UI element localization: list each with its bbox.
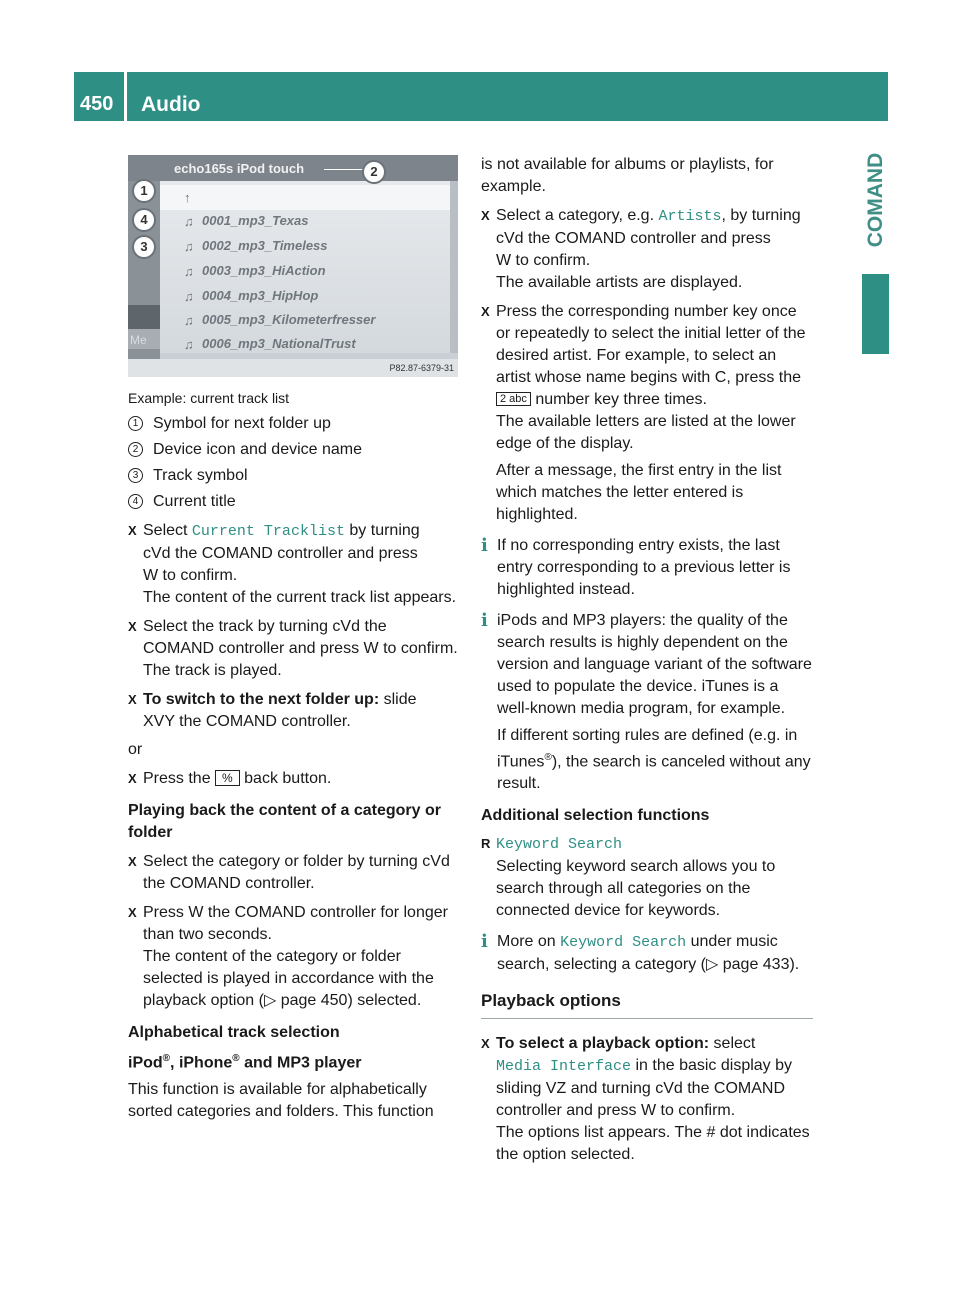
track-note-icon: ♫ — [184, 214, 194, 229]
folder-up-icon: ↑ — [184, 190, 191, 205]
figure-caption: Example: current track list — [128, 390, 290, 406]
info-icon: i — [481, 535, 488, 556]
step-press-longer: X Press W the COMAND controller for longer than two seconds. The content of the category or folder selected is played in accordance with the playback option (▷ page 450) selected. — [128, 902, 462, 1012]
list-item: ♫ 0004_mp3_HipHop — [184, 288, 319, 304]
step-select-current-tracklist: X Select Current Tracklist by turning cVd the COMAND controller and press W to confirm. The content of the current track list appears. — [128, 520, 462, 609]
info-icon: i — [481, 610, 488, 631]
track-note-icon: ♫ — [184, 313, 194, 328]
number-key-2-icon: 2 abc — [496, 392, 531, 406]
step-folder-up: X To switch to the next folder up: slide XVY the COMAND controller. — [128, 689, 462, 733]
right-column — [481, 154, 813, 1166]
figure-track-list — [160, 181, 450, 353]
back-button-icon: % — [215, 770, 240, 786]
heading-alphabetical: Alphabetical track selection — [128, 1024, 340, 1041]
track-note-icon: ♫ — [184, 289, 194, 304]
or-text: or — [128, 741, 143, 758]
figure-menu-stub: Me — [130, 333, 147, 347]
track-note-icon: ♫ — [184, 264, 194, 279]
figure-device-title: echo165s iPod touch — [174, 161, 305, 176]
legend-item: 2 Device icon and device name — [128, 439, 462, 461]
bullet-keyword-search: R Keyword Search Selecting keyword search allows you to search through all categories on the connected device for keywords. — [481, 833, 813, 922]
screenshot-figure — [128, 155, 458, 377]
step-select-track: X Select the track by turning cVd the COMAND controller and press W to confirm. The track is played. — [128, 616, 462, 682]
heading-playing-back: Playing back the content of a category or folder — [128, 802, 441, 841]
legend-item: 4 Current title — [128, 491, 462, 513]
step-select-category: X Select the category or folder by turning cVd the COMAND controller. — [128, 851, 462, 895]
callout-3: 3 — [132, 235, 156, 259]
figure-left-panel-dark — [128, 305, 160, 329]
page-number: 450 — [80, 93, 114, 115]
step-playback-option: X To select a playback option: select Media Interface in the basic display by sliding VZ and turning cVd the COMAND controller and press W to confirm. The options list appears. The # dot indicates the option selected. — [481, 1033, 813, 1166]
heading-devices: iPod®, iPhone® and MP3 player — [128, 1053, 362, 1072]
list-item: ♫ 0006_mp3_NationalTrust — [184, 336, 356, 352]
figure-scrollbar — [450, 181, 458, 353]
chapter-title: Audio — [141, 93, 201, 116]
list-item: ♫ 0005_mp3_Kilometerfresser — [184, 312, 376, 328]
header-divider — [124, 72, 127, 121]
info-no-entry: i If no corresponding entry exists, the last entry corresponding to a previous letter is highlighted instead. — [481, 535, 791, 598]
paragraph-alphabetical: This function is available for alphabetically sorted categories and folders. This function — [128, 1081, 434, 1121]
section-playback-options: Playback options — [481, 990, 813, 1019]
heading-additional: Additional selection functions — [481, 807, 710, 825]
folder-up-row — [160, 185, 450, 210]
figure-code: P82.87-6379-31 — [389, 363, 454, 373]
side-chapter-label: COMAND — [864, 152, 887, 248]
side-tab-block — [862, 274, 889, 354]
list-item: ♫ 0002_mp3_Timeless — [184, 238, 328, 254]
info-search-quality: i iPods and MP3 players: the quality of the search results is highly dependent on the version and language variant of the software used to populate the device. iTunes is a well-known media program, for example. If different sorting rules are defined (e.g. in iTunes®), the search is canceled without any result. — [481, 610, 812, 793]
callout-1: 1 — [132, 179, 156, 203]
info-icon: i — [481, 931, 488, 953]
legend-item: 3 Track symbol — [128, 465, 462, 487]
track-note-icon: ♫ — [184, 239, 194, 254]
callout-line — [324, 169, 364, 170]
step-number-key: X Press the corresponding number key once or repeatedly to select the initial letter of the desired artist. For example, to select an artist whose name begins with C, press the 2 abc number key three times. The available letters are listed at the lower edge of the display. After a message, the first entry in the list which matches the letter entered is highlighted. — [481, 301, 813, 526]
info-keyword-search: i More on Keyword Search under music search, selecting a category (▷ page 433). — [481, 931, 800, 974]
callout-4: 4 — [132, 208, 156, 232]
legend-item: 1 Symbol for next folder up — [128, 413, 462, 435]
list-item: ♫ 0001_mp3_Texas — [184, 213, 309, 229]
paragraph-continued: is not available for albums or playlists, for example. — [481, 156, 774, 195]
list-item: ♫ 0003_mp3_HiAction — [184, 263, 326, 279]
left-column — [128, 387, 462, 1123]
step-select-artists: X Select a category, e.g. Artists, by turning cVd the COMAND controller and press W to confirm. The available artists are displayed. — [481, 205, 813, 294]
track-note-icon: ♫ — [184, 337, 194, 352]
callout-2: 2 — [362, 160, 386, 184]
step-back-button: X Press the % back button. — [128, 768, 462, 790]
